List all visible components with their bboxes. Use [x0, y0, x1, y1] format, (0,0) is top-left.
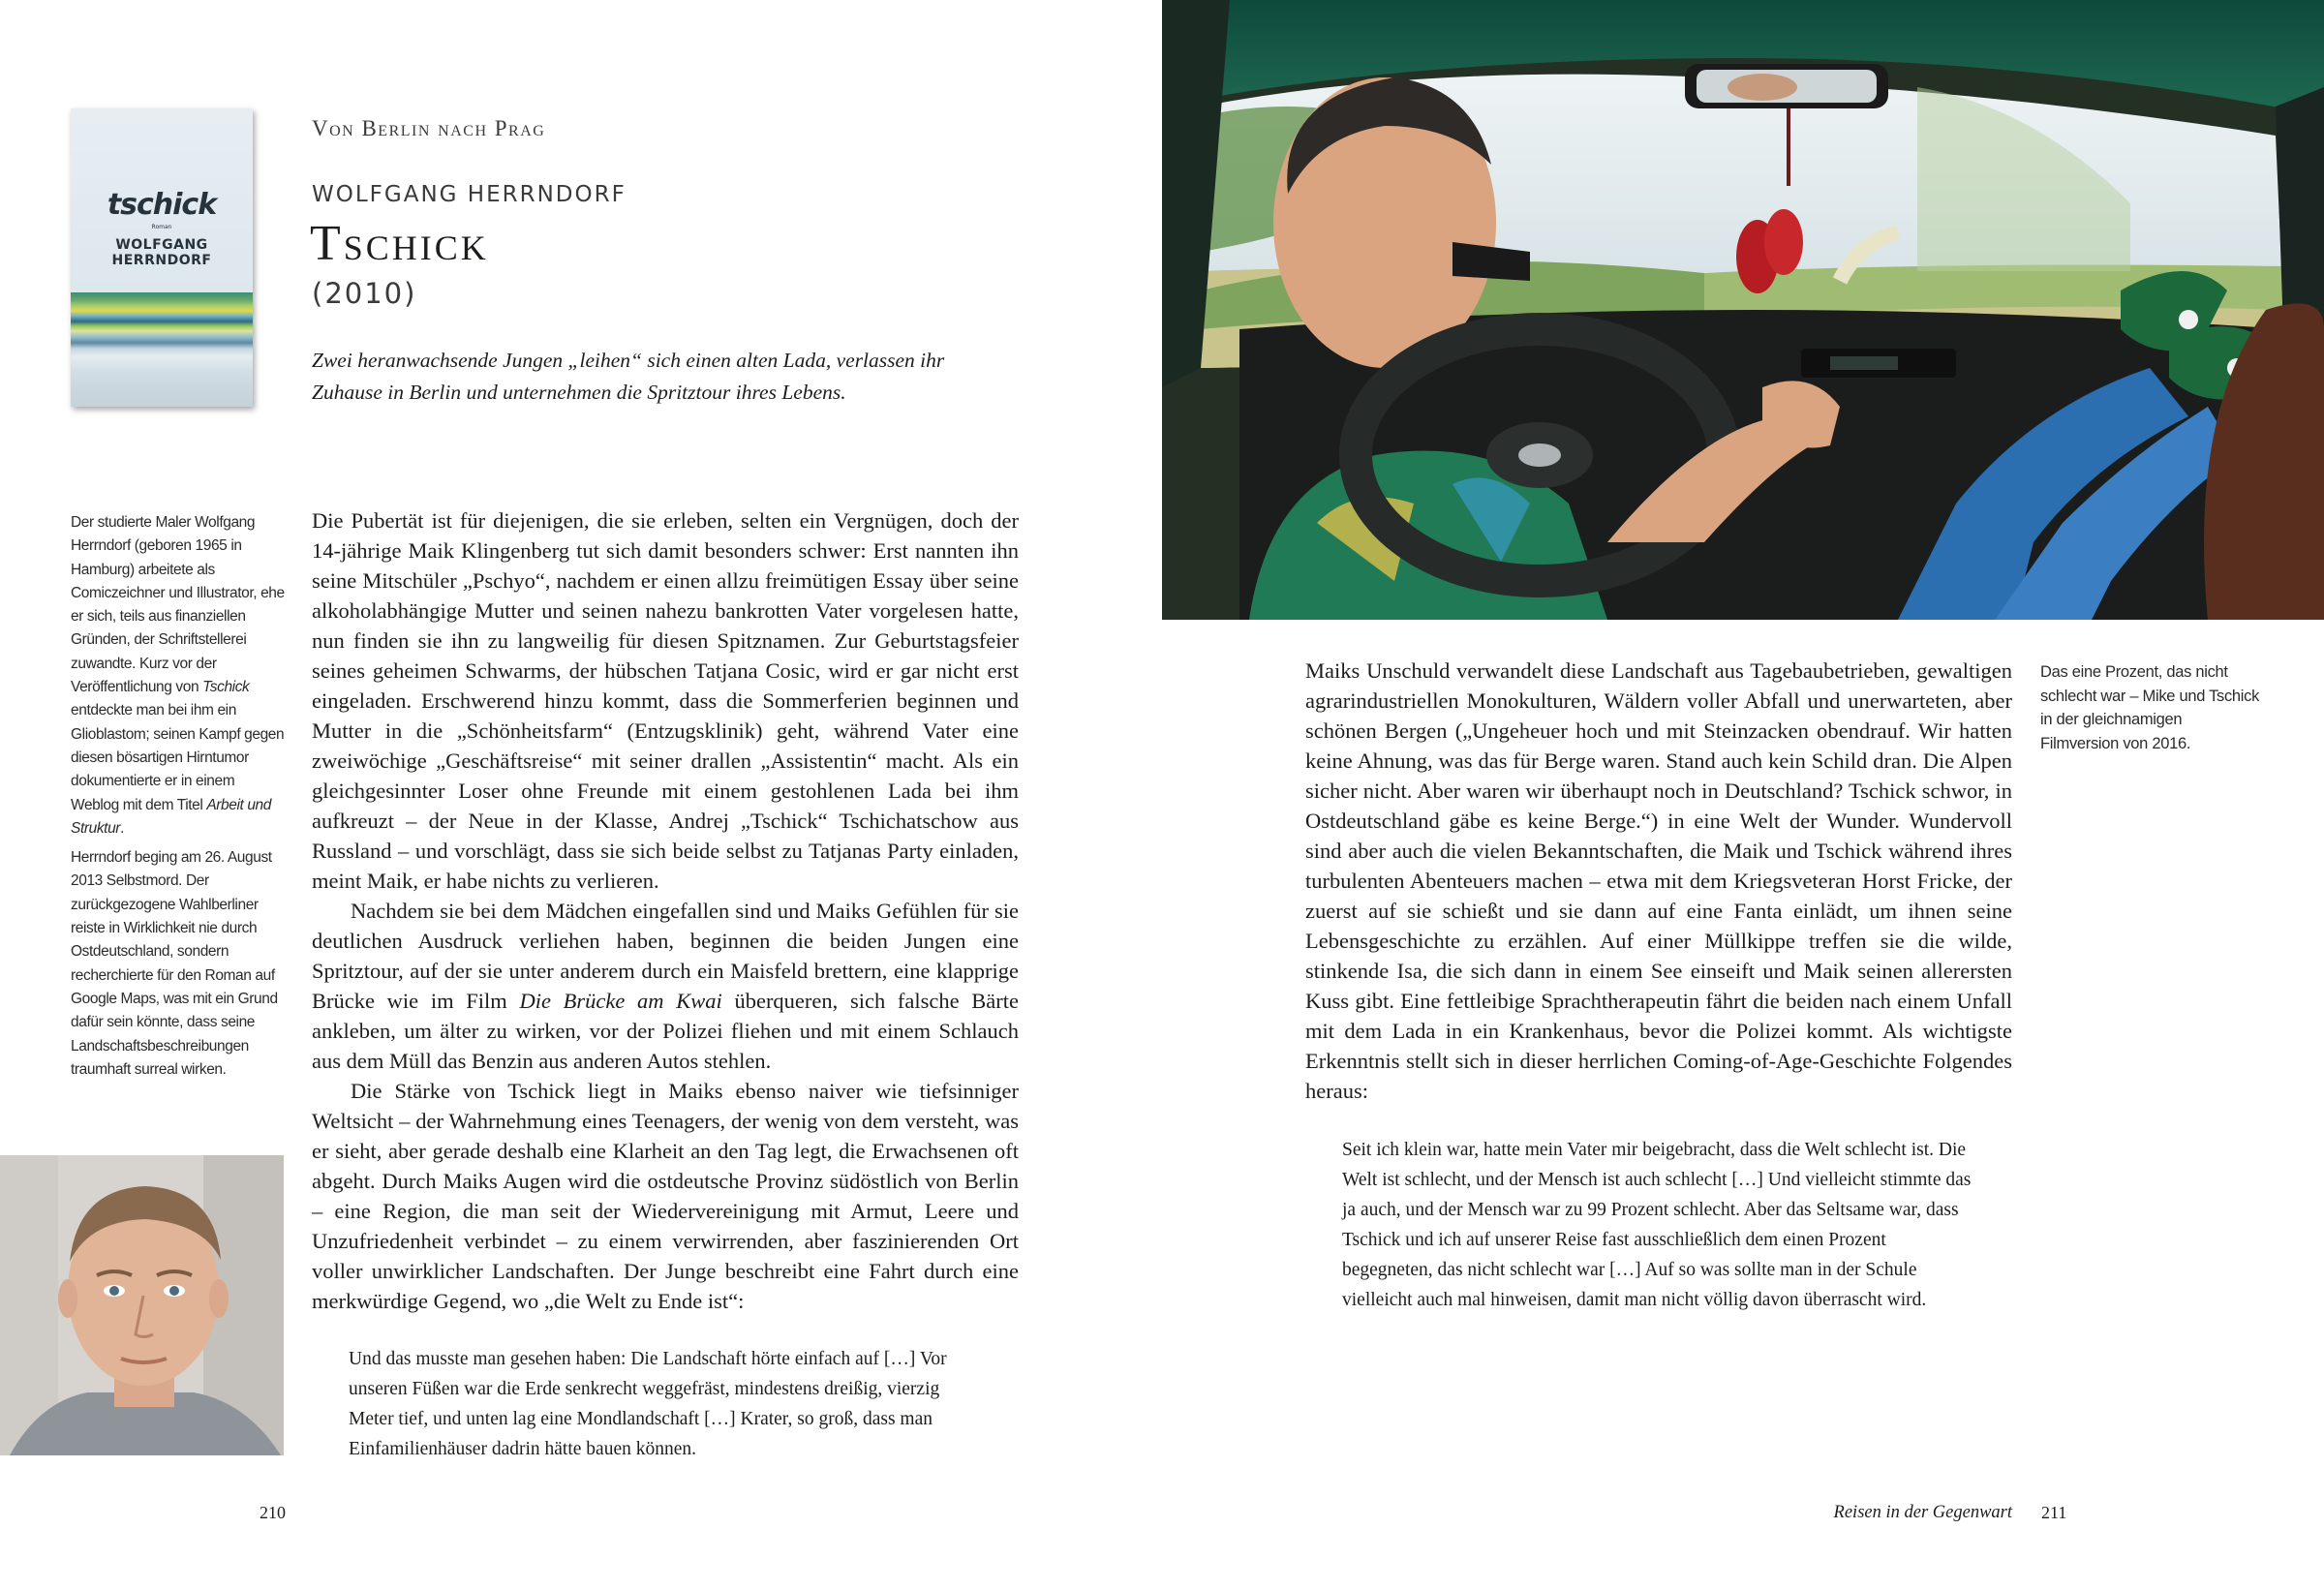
author-name: WOLFGANG HERRNDORF: [312, 182, 627, 207]
body-paragraph-1: Die Pubertät ist für diejenigen, die sie erleben, selten ein Vergnügen, doch der 14-jährige Maik Klingenberg tut sich damit besonders schwer: Erst nannten ihn seine Mitschüler „Pschyo“, nachdem er einen allzu freimütigen Essay über seine alkoholabhängige Mutter und seinen nahezu bankrotten Vater vorgelesen hatte, nun finden sie ihn zu langweilig für diesen Spitznamen. Zur Geburtstagsfeier seines geheimen Schwarms, der hübschen Tatjana Cosic, wird er gar nicht erst eingeladen. Erschwerend hinzu kommt, dass die Sommerferien beginnen und Mutter in die „Schönheitsfarm“ (Entzugsklinik) geht, während Vater eine zweiwöchige „Geschäftsreise“ mit seiner drallen „Assistentin“ macht. Als ein gleichgesinnter Loser ohne Freunde mit einem gestohlenen Lada bei ihm aufkreuzt – der Neue in der Klasse, Andrej „Tschick“ Tschichatschow aus Russland – und vorschlägt, dass sie sich beide selbst zu Tatjanas Party einladen, meint Maik, er habe nichts zu verlieren.: [312, 508, 1019, 893]
block-quote-left: Und das musste man gesehen haben: Die Landschaft hörte einfach auf […] Vor unseren Füßen war die Erde senkrecht weggefräst, mindestens dreißig, vierzig Meter tief, und unten lag eine Mondlandschaft […] Krater, so groß, dass man Einfamilienhäuser dadrin hätte bauen können.: [349, 1349, 947, 1459]
body-text-left: [312, 505, 1019, 1316]
photo-caption: Das eine Prozent, das nicht schlecht war – Mike und Tschick in der gleichnamigen Filmversion von 2016.: [2040, 663, 2260, 752]
body-text-right: [1305, 656, 2012, 1106]
film-still-photo: [1162, 0, 2324, 620]
teaser: Zwei heranwachsende Jungen „leihen“ sich einen alten Lada, verlassen ihr Zuhause in Berlin und unternehmen die Spritztour ihres Lebens.: [312, 349, 945, 404]
portrait-illustration: [0, 1155, 284, 1455]
body-paragraph-4: Maiks Unschuld verwandelt diese Landschaft aus Tagebaubetrieben, gewaltigen agrarindustriellen Monokulturen, Wäldern voller Abfall und unerwarteten, aber schönen Bergen („Ungeheuer hoch und mit Steinzacken obendrauf. Wir hatten keine Ahnung, was das für Berge waren. Stand auch kein Schild dran. Die Alpen sicher nicht. Aber waren wir überhaupt noch in Deutschland? Tschick schwor, in Ostdeutschland gäbe es keine Berge.“) in eine Welt der Wunder. Wundervoll sind aber auch die vielen Bekanntschaften, die Maik und Tschick während ihres turbulenten Abenteuers machen – etwa mit dem Kriegsveteran Horst Fricke, der zuerst auf sie schießt und sie dann auf eine Fanta einlädt, um ihnen seine Lebensgeschichte zu erzählen. Auf einer Müllkippe treffen sie die wilde, stinkende Isa, die sich dann in einem See einseift und Maik seinen allerersten Kuss gibt. Eine fettleibige Sprachtherapeutin fährt die beiden nach einem Unfall mit dem Lada in ein Krankenhaus, bevor die Polizei kommt. Als wichtigste Erkenntnis stellt sich in dieser herrlichen Coming-of-Age-Geschichte Folgendes heraus:: [1305, 658, 2012, 1103]
author-sidenote: [71, 511, 286, 1087]
book-title: Tschick: [310, 216, 489, 271]
cover-stripes: [71, 292, 253, 407]
page-number-left: 210: [260, 1503, 286, 1522]
author-portrait: [0, 1155, 284, 1455]
running-head: Reisen in der Gegenwart: [1833, 1503, 2012, 1522]
car-interior-illustration: [1162, 0, 2324, 620]
sidenote-paragraph-1: Der studierte Maler Wolfgang Herrndorf (geboren 1965 in Hamburg) arbeitete als Comiczeichner und Illustrator, ehe er sich, teils aus finanziellen Gründen, der Schriftstellerei zuwandte. Kurz vor der Veröffentlichung von Tschick entdeckte man bei ihm ein Glioblastom; seinen Kampf gegen diesen bösartigen Hirntumor dokumentierte er in einem Weblog mit dem Titel Arbeit und Struktur.: [71, 514, 285, 837]
book-cover: [71, 108, 253, 407]
sidenote-paragraph-2: Herrndorf beging am 26. August 2013 Selbstmord. Der zurückgezogene Wahlberliner reiste in Wirklichkeit nie durch Ostdeutschland, sondern recherchierte für den Roman auf Google Maps, was mit ein Grund dafür sein könnte, dass seine Landschaftsbeschreibungen traumhaft surreal wirken.: [71, 849, 278, 1078]
publication-year: (2010): [312, 277, 417, 310]
cover-subtitle: Roman: [151, 224, 172, 230]
chapter-kicker: Von Berlin nach Prag: [312, 116, 546, 140]
film-title: Die Brücke am Kwai: [519, 989, 722, 1013]
body-paragraph-2: Nachdem sie bei dem Mädchen eingefallen sind und Maiks Gefühlen für sie deutlichen Ausdruck verliehen haben, beginnen die beiden Jungen eine Spritztour, auf der sie unter anderem durch ein Maisfeld brettern, eine klapprige Brücke wie im Film Die Brücke am Kwai überqueren, sich falsche Bärte ankleben, um älter zu wirken, vor der Polizei fliehen und mit einem Schlauch aus dem Müll das Benzin aus anderen Autos stehlen.: [312, 899, 1020, 1073]
cover-title: tschick: [107, 188, 217, 222]
cover-author: WOLFGANG HERRNDORF: [111, 237, 212, 268]
body-paragraph-3: Die Stärke von Tschick liegt in Maiks ebenso naiver wie tiefsinniger Weltsicht – der Wahrnehmung eines Teenagers, der wenig von dem versteht, was er sieht, aber gerade deshalb eine Klarheit an den Tag legt, die Erwachsenen oft abgeht. Durch Maiks Augen wird die ostdeutsche Provinz südöstlich von Berlin – eine Region, die man seit der Wiedervereinigung mit Armut, Leere und Unzufriedenheit verbindet – zu einem verwirrenden, aber faszinierenden Ort voller unwirklicher Landschaften. Der Junge beschreibt eine Fahrt durch eine merkwürdige Gegend, wo „die Welt zu Ende ist“:: [312, 1079, 1019, 1313]
page-number-right: 211: [2041, 1503, 2067, 1522]
block-quote-right: Seit ich klein war, hatte mein Vater mir beigebracht, dass die Welt schlecht ist. Die Welt ist schlecht, und der Mensch ist auch schlecht […] Und vielleicht stimmte das ja auch, und der Mensch war zu 99 Prozent schlecht. Aber das Seltsame war, dass Tschick und ich auf unserer Reise fast ausschließlich dem einen Prozent begegneten, das nicht schlecht war […] Auf so was sollte man in der Schule vielleicht auch mal hinweisen, damit man nicht völlig davon überrascht wird.: [1342, 1140, 1972, 1310]
